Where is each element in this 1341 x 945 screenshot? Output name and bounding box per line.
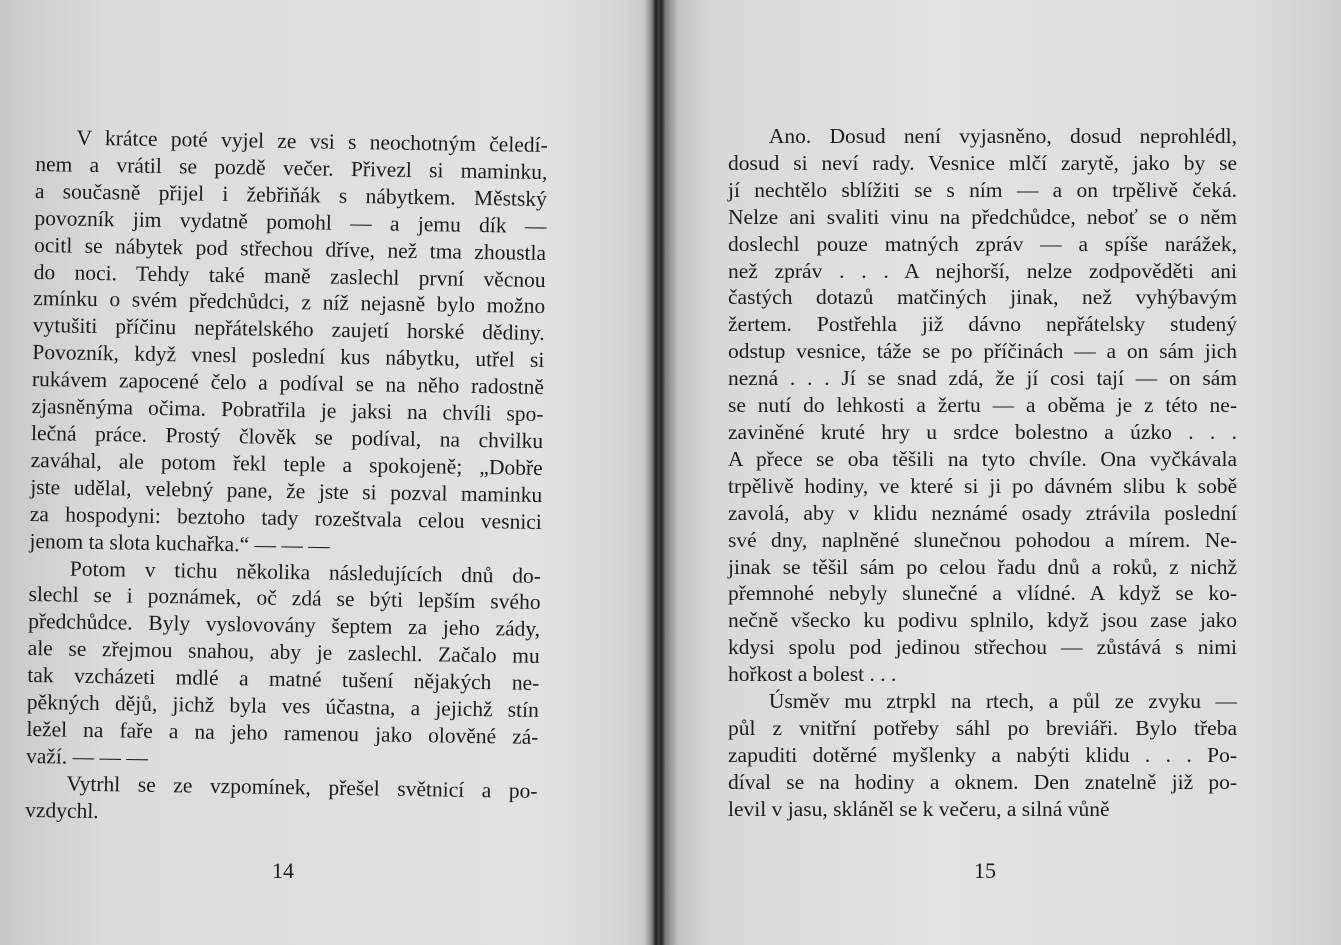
text-line: važí. — — — xyxy=(25,743,149,770)
text-line: jenom ta slota kuchařka.“ — — — xyxy=(29,528,330,558)
text-line: tak vzcházeti mdlé a matné tušení nějakých ne- xyxy=(27,663,540,696)
text-line: vytušiti příčinu nepřátelského zaujetí horské dědiny. xyxy=(32,313,545,346)
text-line: se nutí do lehkosti a žertu — a oběma je z této ne- xyxy=(728,393,1237,418)
text-line: předchůdce. Byly vyslovovány šeptem za jeho zády, xyxy=(28,609,541,642)
text-line: díval se na hodiny a oknem. Den znatelně již po- xyxy=(728,769,1237,794)
text-line: za hospodyni: beztoho tady rozeštvala celou vesnici xyxy=(29,501,543,534)
paragraph xyxy=(728,123,1237,688)
text-line: Ano. Dosud není vyjasněno, dosud neprohlédl, xyxy=(768,124,1237,148)
text-line: ocitl se nábytek pod střechou dříve, než tma zhoustla xyxy=(33,232,547,265)
text-line: Vytrhl se ze vzpomínek, přešel světnicí a po- xyxy=(66,771,538,803)
text-line: zmínku o svém předchůdci, z níž nejasně bylo možno xyxy=(33,286,546,319)
text-line: povozník jim vydatně pomohl — a jemu dík — xyxy=(34,205,547,238)
page-number-left: 14 xyxy=(272,858,294,883)
left-page xyxy=(0,0,655,945)
text-line: nezná . . . Jí se snad zdá, že jí cosi tají — on sám xyxy=(728,366,1237,391)
right-page-text xyxy=(728,123,1237,823)
text-line: slechl se i poznámek, oč zdá se býti lepším svého xyxy=(28,582,541,615)
text-line: dosud si neví rady. Vesnice mlčí zarytě, jako by se xyxy=(728,150,1237,175)
text-line: jste udělal, velebný pane, že jste si pozval maminku xyxy=(30,474,543,507)
text-line: jinak se těšil sám po celou řadu dnů a roků, z nichž xyxy=(728,554,1237,579)
paragraph xyxy=(728,688,1237,823)
text-line: V krátce poté vyjel ze vsi s neochotným čeledí- xyxy=(76,125,548,158)
text-line: do noci. Tehdy také maně zaslechl první věcnou xyxy=(33,259,546,292)
text-line: A přece se oba těšili na tyto chvíle. Ona vyčkávala xyxy=(728,446,1237,471)
text-line: zaviněné kruté hry u srdce bolestno a úzko . . . xyxy=(728,419,1237,444)
text-line: než zpráv . . . A nejhorší, nelze zodpověděti ani xyxy=(728,258,1237,283)
right-page xyxy=(662,0,1341,945)
text-line: jí nechtělo sblížiti se s ním — a on trpělivě čeká. xyxy=(728,177,1237,202)
text-line: nem a vrátil se pozdě večer. Přivezl si maminku, xyxy=(35,151,548,184)
text-line: levil v jasu, skláněl se k večeru, a silná vůně xyxy=(728,796,1110,821)
paragraph xyxy=(25,770,538,832)
text-line: ale se zřejmou snahou, aby je zaslechl. Začalo mu xyxy=(27,636,540,669)
paragraph xyxy=(29,124,548,562)
paragraph xyxy=(26,554,541,777)
text-line: zaváhal, ale potom řekl teple a spokojeně; „Dobře xyxy=(30,447,543,480)
text-line: vzdychl. xyxy=(25,797,99,823)
text-line: Povozník, když vnesl poslední kus nábytku, utřel si xyxy=(32,340,545,373)
text-line: své dny, naplněné slunečnou pohodou a mírem. Ne- xyxy=(728,527,1237,552)
text-line: kdysi spolu pod jedinou střechou — zůstává s nimi xyxy=(728,635,1237,660)
page-number-right: 15 xyxy=(974,858,996,883)
text-line: zavolá, aby v klidu neznámé osady ztrávila poslední xyxy=(728,500,1237,525)
text-line: Potom v tichu několika následujících dnů do- xyxy=(69,556,542,588)
text-line: trpělivě hodiny, ve které si ji po dávném slibu k sobě xyxy=(728,473,1237,498)
text-line: doslechl pouze matných zpráv — a spíše narážek, xyxy=(728,231,1237,256)
text-line: půl z vnitřní potřeby sáhl po breviáři. Bylo třeba xyxy=(728,715,1237,740)
left-page-text xyxy=(25,124,548,832)
text-line: nečně všecko ku podivu splnilo, když jsou zase jako xyxy=(728,608,1237,633)
text-line: odstup vesnice, táže se po příčinách — a on sám jich xyxy=(728,339,1237,364)
text-line: častých dotazů matčiných jinak, než vyhýbavým xyxy=(728,285,1237,310)
text-line: rukávem zapocené čelo a podíval se na něho radostně xyxy=(31,367,545,400)
text-line: Nelze ani svaliti vinu na předchůdce, neboť se o něm xyxy=(728,204,1237,229)
text-line: přemnohé nebyly slunečné a vlídné. A když se ko- xyxy=(728,581,1237,606)
text-line: ležel na faře a na jeho ramenou jako olověné zá- xyxy=(26,716,539,749)
text-line: zapuditi dotěrné myšlenky a nabýti klidu . . . Po- xyxy=(728,742,1237,767)
text-line: žertem. Postřehla již dávno nepřátelsky studený xyxy=(728,312,1237,337)
text-line: pěkných dějů, jichž byla ves účastna, a jejichž stín xyxy=(26,689,540,723)
text-line: a současně přijel i žebřiňák s nábytkem. Městský xyxy=(34,178,548,211)
text-line: lečná práce. Prostý člověk se podíval, na chvilku xyxy=(30,420,544,453)
text-line: zjasněnýma očima. Pobratřila je jaksi na chvíli spo- xyxy=(31,394,544,427)
text-line: Úsměv mu ztrpkl na rtech, a půl ze zvyku — xyxy=(768,689,1237,714)
text-line: hořkost a bolest . . . xyxy=(728,662,897,687)
